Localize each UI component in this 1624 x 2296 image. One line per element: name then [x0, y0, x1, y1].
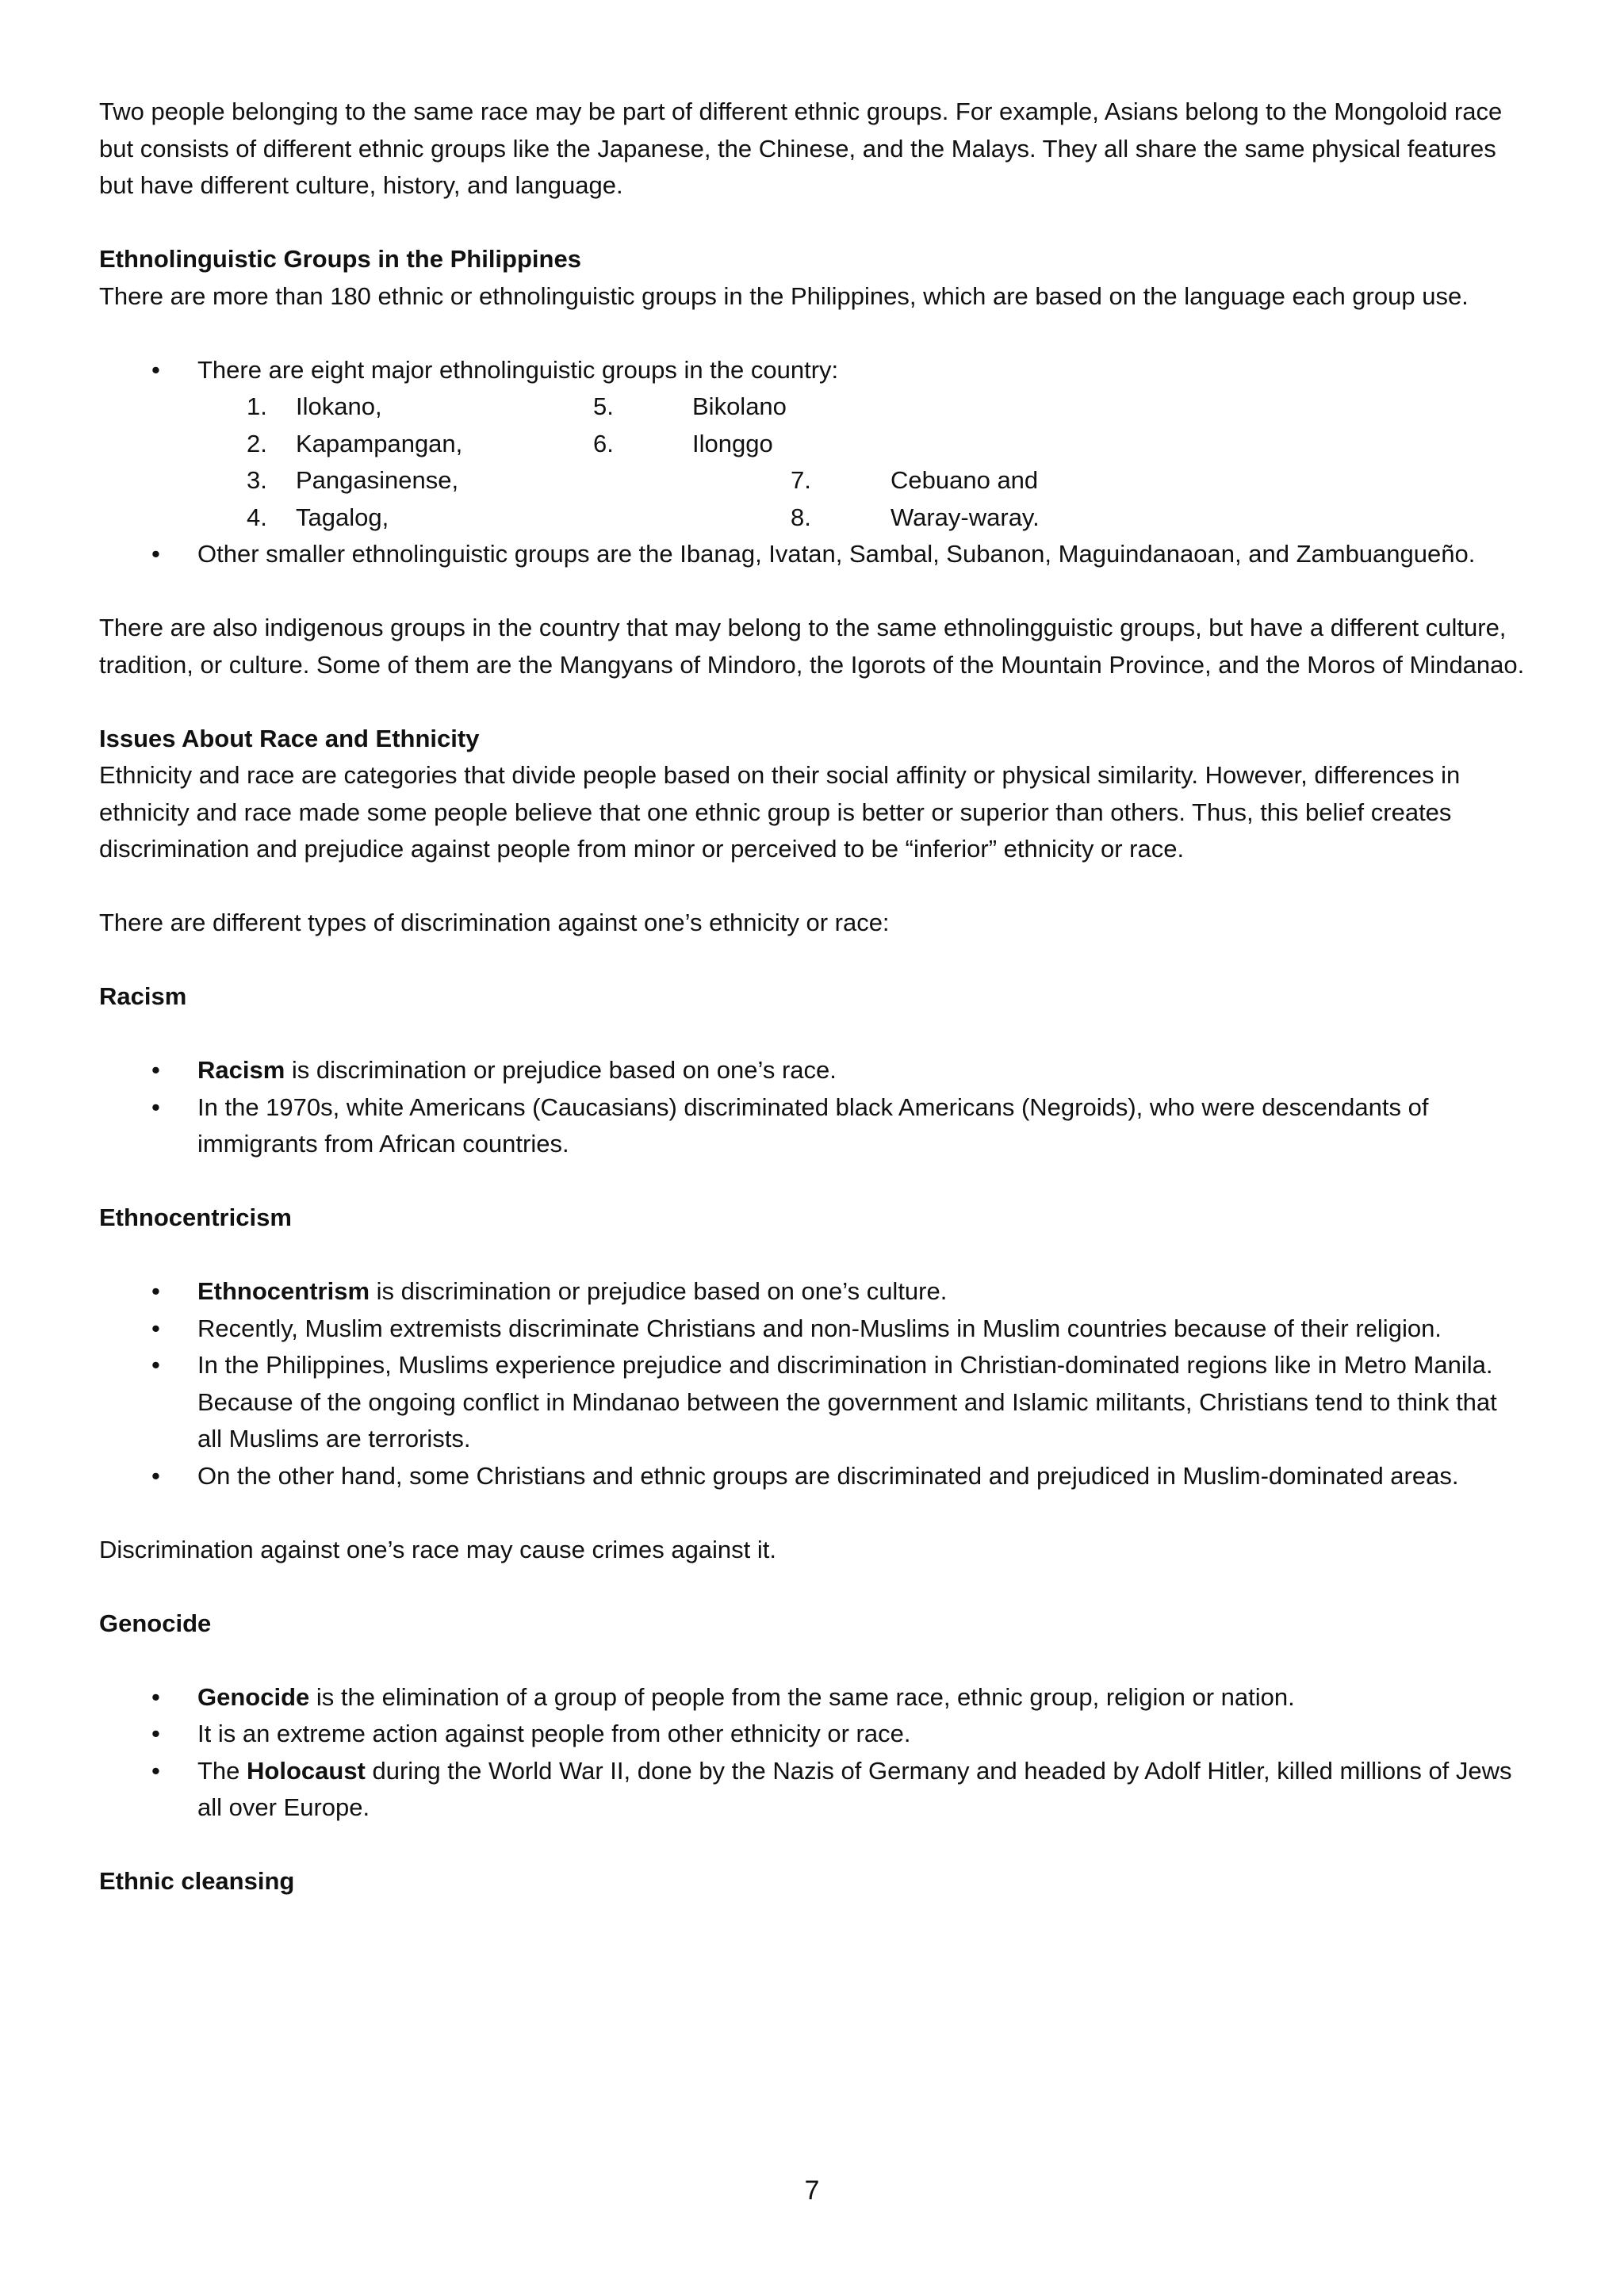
list-item: • Recently, Muslim extremists discriminate Christians and non-Muslims in Muslim countries because of their religion.	[99, 1311, 1526, 1348]
bullet-icon: •	[151, 1277, 160, 1305]
ethnolinguistic-paragraph: There are more than 180 ethnic or ethnolinguistic groups in the Philippines, which are based on the language each group use.	[99, 281, 1469, 310]
bullet-icon: •	[151, 1351, 160, 1379]
genocide-bullets	[99, 1679, 1526, 1827]
bullet-icon: •	[151, 355, 160, 384]
bullet-icon: •	[151, 1461, 160, 1490]
intro-paragraph: Two people belonging to the same race may be part of different ethnic groups. For example, Asians belong to the Mongoloid race but consists of different ethnic groups like the Japanese, the Chinese, and the Malays. They all share the same physical features but have different culture, history, and language.	[99, 98, 1503, 199]
bullet-icon: •	[151, 540, 160, 568]
list-item: 4. Tagalog, 8. Waray-waray.	[247, 503, 1040, 531]
bullet-icon: •	[151, 1756, 160, 1785]
list-item: • There are eight major ethnolinguistic groups in the country:	[99, 352, 1526, 389]
crimes-paragraph: Discrimination against one’s race may cause crimes against it.	[99, 1535, 777, 1563]
ethnolinguistic-bullets-2	[99, 536, 1526, 573]
list-item: • The Holocaust during the World War II, done by the Nazis of Germany and headed by Adolf Hitler, killed millions of Jews all over Europe.	[99, 1753, 1526, 1827]
list-item: 1. Ilokano, 5. Bikolano	[247, 392, 787, 420]
list-item: • In the Philippines, Muslims experience prejudice and discrimination in Christian-dominated regions like in Metro Manila. Because of the ongoing conflict in Mindanao between the government and Islamic militants, Christians tend to think that all Muslims are terrorists.	[99, 1347, 1526, 1458]
ethnocentrism-bullets	[99, 1273, 1526, 1494]
bullet-icon: •	[151, 1056, 160, 1084]
racism-heading: Racism	[99, 982, 187, 1010]
list-item: • Other smaller ethnolinguistic groups are the Ibanag, Ivatan, Sambal, Subanon, Maguindanaoan, and Zambuangueño.	[99, 536, 1526, 573]
ethnolinguistic-heading: Ethnolinguistic Groups in the Philippines	[99, 245, 581, 273]
document-page	[99, 94, 1526, 1900]
issues-paragraph: Ethnicity and race are categories that divide people based on their social affinity or physical similarity. However, differences in ethnicity and race made some people believe that one ethnic group is better or superior than others. Thus, this belief creates discrimination and prejudice against people from minor or perceived to be “inferior” ethnicity or race.	[99, 761, 1461, 863]
indigenous-paragraph: There are also indigenous groups in the country that may belong to the same ethnolingguistic groups, but have a different culture, tradition, or culture. Some of them are the Mangyans of Mindoro, the Igorots of the Mountain Province, and the Moros of Mindanao.	[99, 614, 1525, 679]
genocide-heading: Genocide	[99, 1609, 212, 1637]
ethnic-cleansing-heading: Ethnic cleansing	[99, 1867, 295, 1895]
issues-heading: Issues About Race and Ethnicity	[99, 724, 480, 752]
list-item: • Racism is discrimination or prejudice based on one’s race.	[99, 1052, 1526, 1089]
list-item: 3. Pangasinense, 7. Cebuano and	[247, 466, 1039, 494]
types-paragraph: There are different types of discrimination against one’s ethnicity or race:	[99, 909, 890, 936]
ethnocentrism-heading: Ethnocentricism	[99, 1203, 292, 1231]
page-number: 7	[804, 2175, 820, 2206]
list-item: • Genocide is the elimination of a group of people from the same race, ethnic group, religion or nation.	[99, 1679, 1526, 1716]
list-item: • On the other hand, some Christians and ethnic groups are discriminated and prejudiced in Muslim-dominated areas.	[99, 1458, 1526, 1495]
bullet-icon: •	[151, 1093, 160, 1121]
bullet-icon: •	[151, 1682, 160, 1711]
major-groups-list	[99, 388, 1526, 536]
list-item: • Ethnocentrism is discrimination or prejudice based on one’s culture.	[99, 1273, 1526, 1311]
list-item: 2. Kapampangan, 6. Ilonggo	[247, 429, 773, 457]
list-item: • In the 1970s, white Americans (Caucasians) discriminated black Americans (Negroids), who were descendants of immigrants from African countries.	[99, 1089, 1526, 1163]
list-item: • It is an extreme action against people from other ethnicity or race.	[99, 1716, 1526, 1753]
racism-bullets	[99, 1052, 1526, 1163]
bullet-icon: •	[151, 1314, 160, 1342]
ethnolinguistic-bullets	[99, 352, 1526, 389]
bullet-icon: •	[151, 1720, 160, 1747]
